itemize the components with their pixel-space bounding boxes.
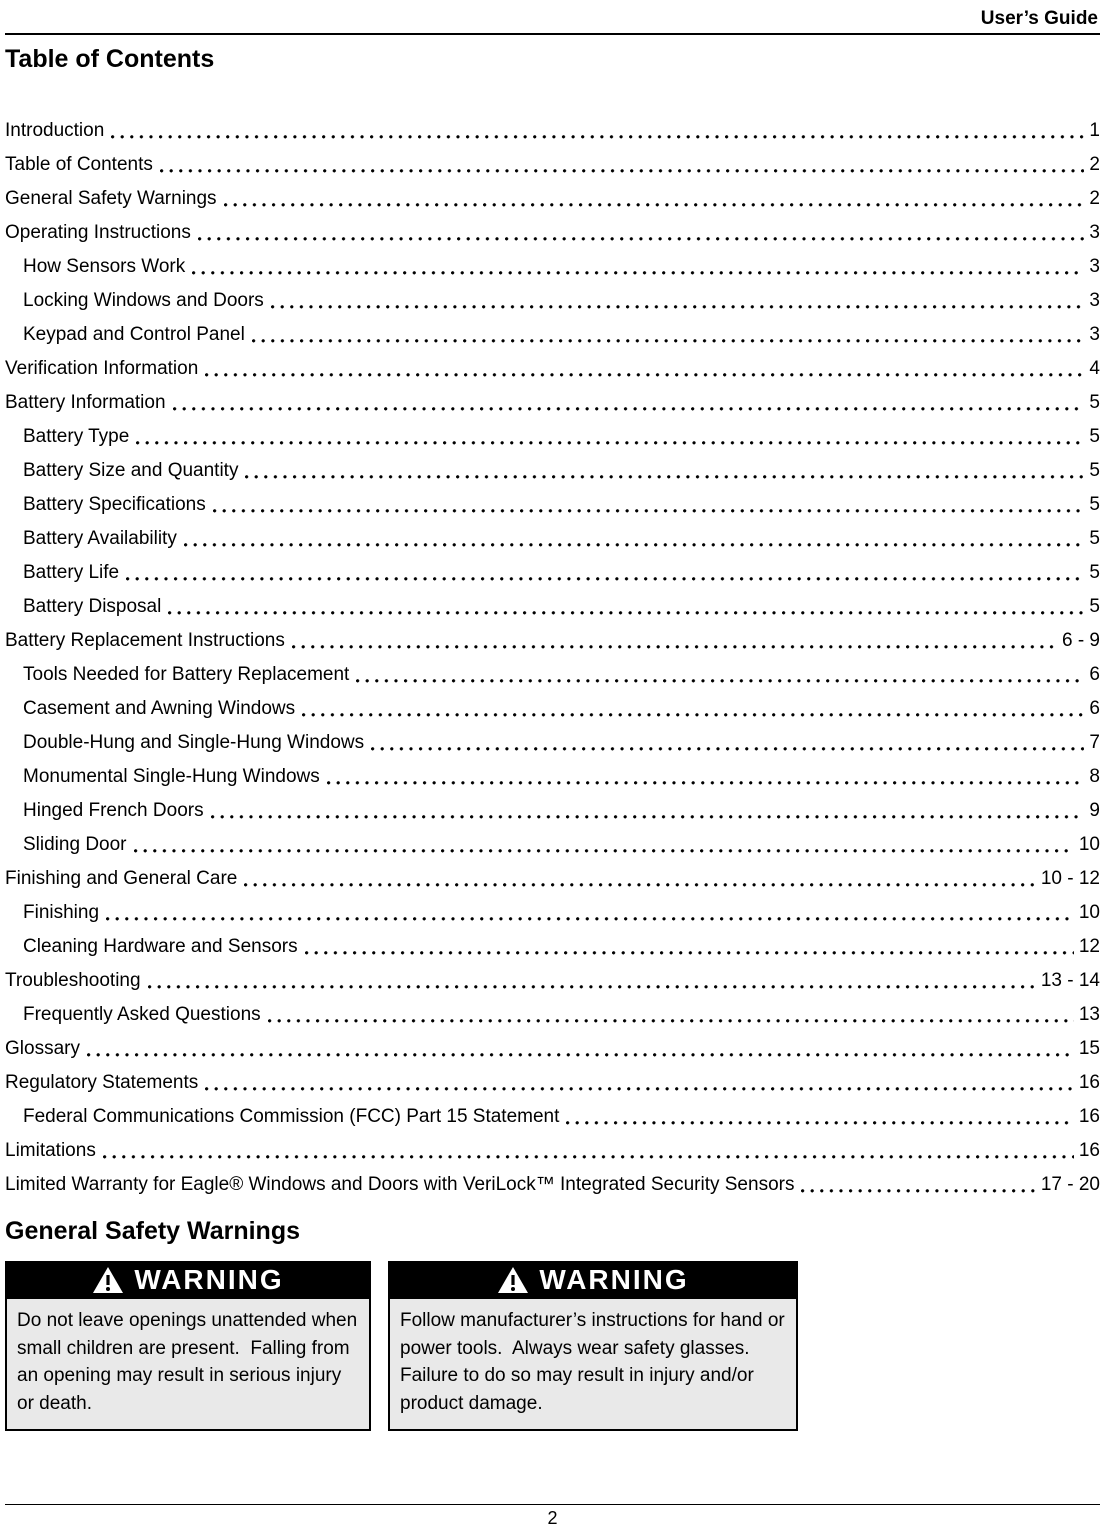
- toc-dot-leader: [566, 1121, 1073, 1125]
- toc-entry-label: Glossary: [5, 1038, 80, 1059]
- toc-entry: [5, 760, 1100, 794]
- toc-entry-label: Battery Life: [23, 562, 120, 583]
- toc-entry-label: Regulatory Statements: [5, 1072, 199, 1093]
- warning-boxes: [5, 1261, 1100, 1431]
- toc-entry: [5, 692, 1100, 726]
- toc-dot-leader: [292, 645, 1057, 649]
- toc-entry-label: How Sensors Work: [23, 256, 186, 277]
- toc-entry: [5, 318, 1100, 352]
- warning-header: [5, 1261, 371, 1299]
- warning-body-text: Follow manufacturer’s instructions for hand or power tools. Always wear safety glasses. Failure to do so may result in injury and/or product damage.: [388, 1299, 798, 1431]
- page-footer: [5, 1504, 1100, 1535]
- toc-dot-leader: [103, 1155, 1074, 1159]
- toc-entry: [5, 420, 1100, 454]
- toc-entry-label: Sliding Door: [23, 834, 127, 855]
- toc-entry-page: 13 - 14: [1040, 970, 1100, 991]
- toc-entry-label: Double-Hung and Single-Hung Windows: [23, 732, 365, 753]
- toc-entry-page: 12: [1078, 936, 1100, 957]
- toc-dot-leader: [244, 883, 1035, 887]
- toc-entry: [5, 1134, 1100, 1168]
- toc-entry-page: 16: [1078, 1140, 1100, 1161]
- warning-triangle-icon: [92, 1266, 124, 1294]
- toc-dot-leader: [224, 203, 1085, 207]
- toc-entry: [5, 794, 1100, 828]
- header-rule: [5, 33, 1100, 35]
- toc-entry-label: Keypad and Control Panel: [23, 324, 245, 345]
- warning-header: [388, 1261, 798, 1299]
- toc-dot-leader: [356, 679, 1084, 683]
- toc-entry: [5, 658, 1100, 692]
- toc-entry-page: 5: [1089, 426, 1100, 447]
- toc-entry-label: Troubleshooting: [5, 970, 141, 991]
- toc-entry: [5, 964, 1100, 998]
- toc-entry-label: Finishing and General Care: [5, 868, 238, 889]
- warning-header-label: WARNING: [539, 1264, 689, 1295]
- warning-triangle-icon: [497, 1266, 529, 1294]
- toc-dot-leader: [198, 237, 1085, 241]
- toc-entry-label: Cleaning Hardware and Sensors: [23, 936, 298, 957]
- toc-entry-page: 10: [1078, 902, 1100, 923]
- toc-dot-leader: [213, 509, 1085, 513]
- toc-entry-page: 5: [1089, 494, 1100, 515]
- toc-dot-leader: [268, 1019, 1074, 1023]
- toc-entry-label: General Safety Warnings: [5, 188, 217, 209]
- toc-entry-page: 17 - 20: [1040, 1174, 1100, 1195]
- toc-entry-page: 5: [1089, 562, 1100, 583]
- toc-entry: [5, 454, 1100, 488]
- toc-entry-label: Tools Needed for Battery Replacement: [23, 664, 350, 685]
- toc-entry: [5, 726, 1100, 760]
- toc-dot-leader: [252, 339, 1085, 343]
- toc-entry: [5, 556, 1100, 590]
- toc-dot-leader: [305, 951, 1074, 955]
- toc-entry: [5, 250, 1100, 284]
- toc-entry-label: Locking Windows and Doors: [23, 290, 264, 311]
- toc-dot-leader: [136, 441, 1084, 445]
- toc-entry: [5, 148, 1100, 182]
- toc-dot-leader: [205, 1087, 1074, 1091]
- toc-entry-label: Operating Instructions: [5, 222, 191, 243]
- page-title: Table of Contents: [5, 45, 215, 73]
- warning-box-tools: [388, 1261, 798, 1431]
- toc-entry-page: 3: [1089, 290, 1100, 311]
- toc-entry-page: 5: [1089, 392, 1100, 413]
- toc-entry-page: 5: [1089, 596, 1100, 617]
- toc-entry-label: Monumental Single-Hung Windows: [23, 766, 320, 787]
- toc-entry: [5, 862, 1100, 896]
- toc-dot-leader: [327, 781, 1085, 785]
- toc-entry: [5, 1100, 1100, 1134]
- toc-dot-leader: [148, 985, 1036, 989]
- toc-entry-label: Frequently Asked Questions: [23, 1004, 261, 1025]
- toc-entry-page: 6: [1089, 698, 1100, 719]
- toc-dot-leader: [205, 373, 1084, 377]
- toc-entry-page: 3: [1089, 256, 1100, 277]
- toc-dot-leader: [801, 1189, 1035, 1193]
- toc-entry-label: Limitations: [5, 1140, 96, 1161]
- toc-entry-label: Battery Specifications: [23, 494, 206, 515]
- toc-entry-page: 7: [1089, 732, 1100, 753]
- warning-body-text: Do not leave openings unattended when small children are present. Falling from an opening may result in serious injury or death.: [5, 1299, 371, 1431]
- toc-entry-label: Hinged French Doors: [23, 800, 204, 821]
- toc-entry: [5, 182, 1100, 216]
- toc-dot-leader: [211, 815, 1085, 819]
- toc-dot-leader: [184, 543, 1085, 547]
- toc-entry-label: Table of Contents: [5, 154, 153, 175]
- toc-entry-page: 6 - 9: [1061, 630, 1100, 651]
- toc-entry-page: 5: [1089, 528, 1100, 549]
- toc-dot-leader: [160, 169, 1085, 173]
- toc-entry-page: 16: [1078, 1072, 1100, 1093]
- toc-entry-label: Battery Replacement Instructions: [5, 630, 285, 651]
- toc-dot-leader: [245, 475, 1084, 479]
- toc-entry-label: Casement and Awning Windows: [23, 698, 296, 719]
- toc-dot-leader: [106, 917, 1074, 921]
- toc-entry: [5, 1066, 1100, 1100]
- toc-entry-page: 13: [1078, 1004, 1100, 1025]
- toc-dot-leader: [192, 271, 1084, 275]
- toc-entry: [5, 216, 1100, 250]
- toc-entry-label: Limited Warranty for Eagle® Windows and Doors with VeriLock™ Integrated Security Sensors: [5, 1174, 795, 1195]
- toc-entry: [5, 828, 1100, 862]
- toc-entry: [5, 896, 1100, 930]
- toc-entry: [5, 998, 1100, 1032]
- toc-dot-leader: [168, 611, 1084, 615]
- toc-entry-page: 8: [1089, 766, 1100, 787]
- toc-entry-label: Verification Information: [5, 358, 199, 379]
- toc-entry: [5, 590, 1100, 624]
- toc-entry-page: 5: [1089, 460, 1100, 481]
- toc-entry-page: 6: [1089, 664, 1100, 685]
- toc-dot-leader: [371, 747, 1084, 751]
- toc-entry-label: Battery Availability: [23, 528, 177, 549]
- toc-entry: [5, 522, 1100, 556]
- toc-entry-label: Battery Size and Quantity: [23, 460, 239, 481]
- toc-dot-leader: [173, 407, 1085, 411]
- warning-header-label: WARNING: [134, 1264, 284, 1295]
- toc-entry: [5, 284, 1100, 318]
- toc-entry: [5, 114, 1100, 148]
- toc-entry-page: 10: [1078, 834, 1100, 855]
- toc-entry: [5, 352, 1100, 386]
- toc-entry-label: Battery Information: [5, 392, 166, 413]
- toc-entry: [5, 930, 1100, 964]
- toc-entry-page: 15: [1078, 1038, 1100, 1059]
- toc-entry: [5, 624, 1100, 658]
- toc-entry: [5, 488, 1100, 522]
- toc-entry-page: 2: [1089, 188, 1100, 209]
- toc-entry-page: 3: [1089, 222, 1100, 243]
- toc-dot-leader: [87, 1053, 1074, 1057]
- toc-entry-page: 4: [1089, 358, 1100, 379]
- toc-dot-leader: [111, 135, 1084, 139]
- toc-dot-leader: [126, 577, 1084, 581]
- toc-entry-label: Battery Type: [23, 426, 130, 447]
- toc-entry: [5, 1032, 1100, 1066]
- doc-title: User’s Guide: [980, 8, 1098, 29]
- toc-entry-label: Introduction: [5, 120, 105, 141]
- toc-dot-leader: [271, 305, 1085, 309]
- toc-entry-label: Finishing: [23, 902, 100, 923]
- toc-dot-leader: [302, 713, 1084, 717]
- toc-entry-page: 1: [1089, 120, 1100, 141]
- toc-entry-page: 2: [1089, 154, 1100, 175]
- section-title-general-safety-warnings: General Safety Warnings: [5, 1217, 300, 1245]
- page-number: 2: [547, 1508, 558, 1528]
- toc-list: [5, 114, 1100, 1202]
- toc-dot-leader: [134, 849, 1074, 853]
- toc-entry: [5, 386, 1100, 420]
- warning-box-children: [5, 1261, 371, 1431]
- toc-entry: [5, 1168, 1100, 1202]
- toc-entry-label: Federal Communications Commission (FCC) Part 15 Statement: [23, 1106, 560, 1127]
- toc-entry-label: Battery Disposal: [23, 596, 162, 617]
- toc-entry-page: 3: [1089, 324, 1100, 345]
- toc-entry-page: 10 - 12: [1040, 868, 1100, 889]
- toc-entry-page: 16: [1078, 1106, 1100, 1127]
- toc-entry-page: 9: [1089, 800, 1100, 821]
